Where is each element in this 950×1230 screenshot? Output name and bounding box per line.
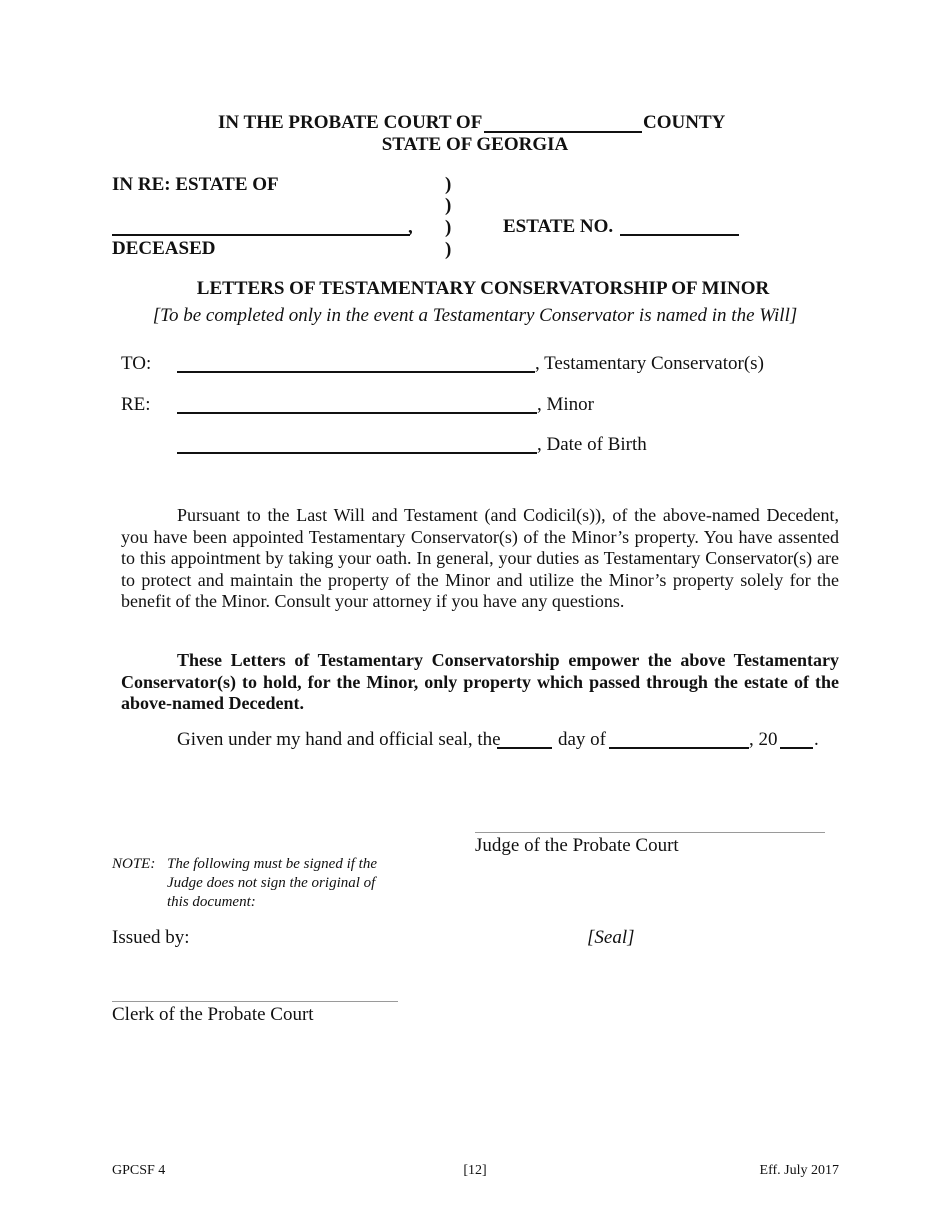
judge-label: Judge of the Probate Court	[475, 835, 679, 856]
county-blank[interactable]	[484, 131, 642, 133]
seal-label: [Seal]	[587, 927, 635, 948]
issued-by-label: Issued by:	[112, 927, 190, 948]
note-text-line-3: this document:	[167, 894, 256, 910]
estate-no-label: ESTATE NO.	[503, 216, 614, 237]
to-label: TO:	[121, 353, 152, 374]
body-paragraph-2: These Letters of Testamentary Conservatorship empower the above Testamentary Conservator(s) to hold, for the Minor, only property which passed through the estate of the above-named Decedent.	[121, 650, 839, 713]
conservator-name-blank[interactable]	[177, 371, 535, 373]
form-id: GPCSF 4	[112, 1163, 166, 1178]
deceased-label: DECEASED	[112, 238, 216, 259]
judge-signature-line[interactable]	[475, 832, 825, 833]
body-paragraph-1: Pursuant to the Last Will and Testament (and Codicil(s)), of the above-named Decedent, you have been appointed Testamentary Conservator(s) of the Minor’s property. You have assented to this appointment by taking your oath. In general, your duties as Testamentary Conservator(s) are to protect and maintain the property of the Minor and utilize the Minor’s property solely for the benefit of the Minor. Consult your attorney if you have any questions.	[121, 505, 839, 611]
county-label: COUNTY	[643, 112, 726, 133]
note-text-line-2: Judge does not sign the original of	[167, 875, 376, 891]
caption-paren: )	[445, 239, 452, 260]
note-text-line-1: The following must be signed if the	[167, 856, 377, 872]
minor-name-blank[interactable]	[177, 412, 537, 414]
estate-no-blank[interactable]	[620, 234, 739, 236]
effective-date: Eff. July 2017	[759, 1163, 839, 1178]
court-prefix: IN THE PROBATE COURT OF	[218, 112, 483, 133]
day-blank[interactable]	[497, 747, 552, 749]
year-prefix: , 20	[749, 729, 778, 750]
given-period: .	[814, 729, 819, 750]
given-prefix: Given under my hand and official seal, the	[177, 729, 501, 750]
note-label: NOTE:	[112, 856, 156, 872]
caption-paren: )	[445, 217, 452, 238]
month-blank[interactable]	[609, 747, 749, 749]
decedent-comma: ,	[408, 217, 413, 238]
clerk-signature-line[interactable]	[112, 1001, 398, 1002]
birth-date-blank[interactable]	[177, 452, 537, 454]
document-subtitle: [To be completed only in the event a Testamentary Conservator is named in the Will]	[152, 305, 798, 326]
caption-paren: )	[445, 174, 452, 195]
minor-suffix: , Minor	[537, 394, 594, 415]
clerk-label: Clerk of the Probate Court	[112, 1004, 314, 1025]
state-heading: STATE OF GEORGIA	[381, 134, 569, 155]
day-of-label: day of	[558, 729, 607, 750]
dob-suffix: , Date of Birth	[537, 434, 647, 455]
page-number: [12]	[463, 1163, 487, 1178]
court-heading	[218, 112, 482, 134]
year-blank[interactable]	[780, 747, 813, 749]
conservator-suffix: , Testamentary Conservator(s)	[535, 353, 764, 374]
in-re-label: IN RE: ESTATE OF	[112, 174, 279, 195]
re-label: RE:	[121, 394, 151, 415]
decedent-name-blank[interactable]	[112, 234, 410, 236]
document-title: LETTERS OF TESTAMENTARY CONSERVATORSHIP OF MINOR	[196, 278, 770, 299]
caption-paren: )	[445, 195, 452, 216]
